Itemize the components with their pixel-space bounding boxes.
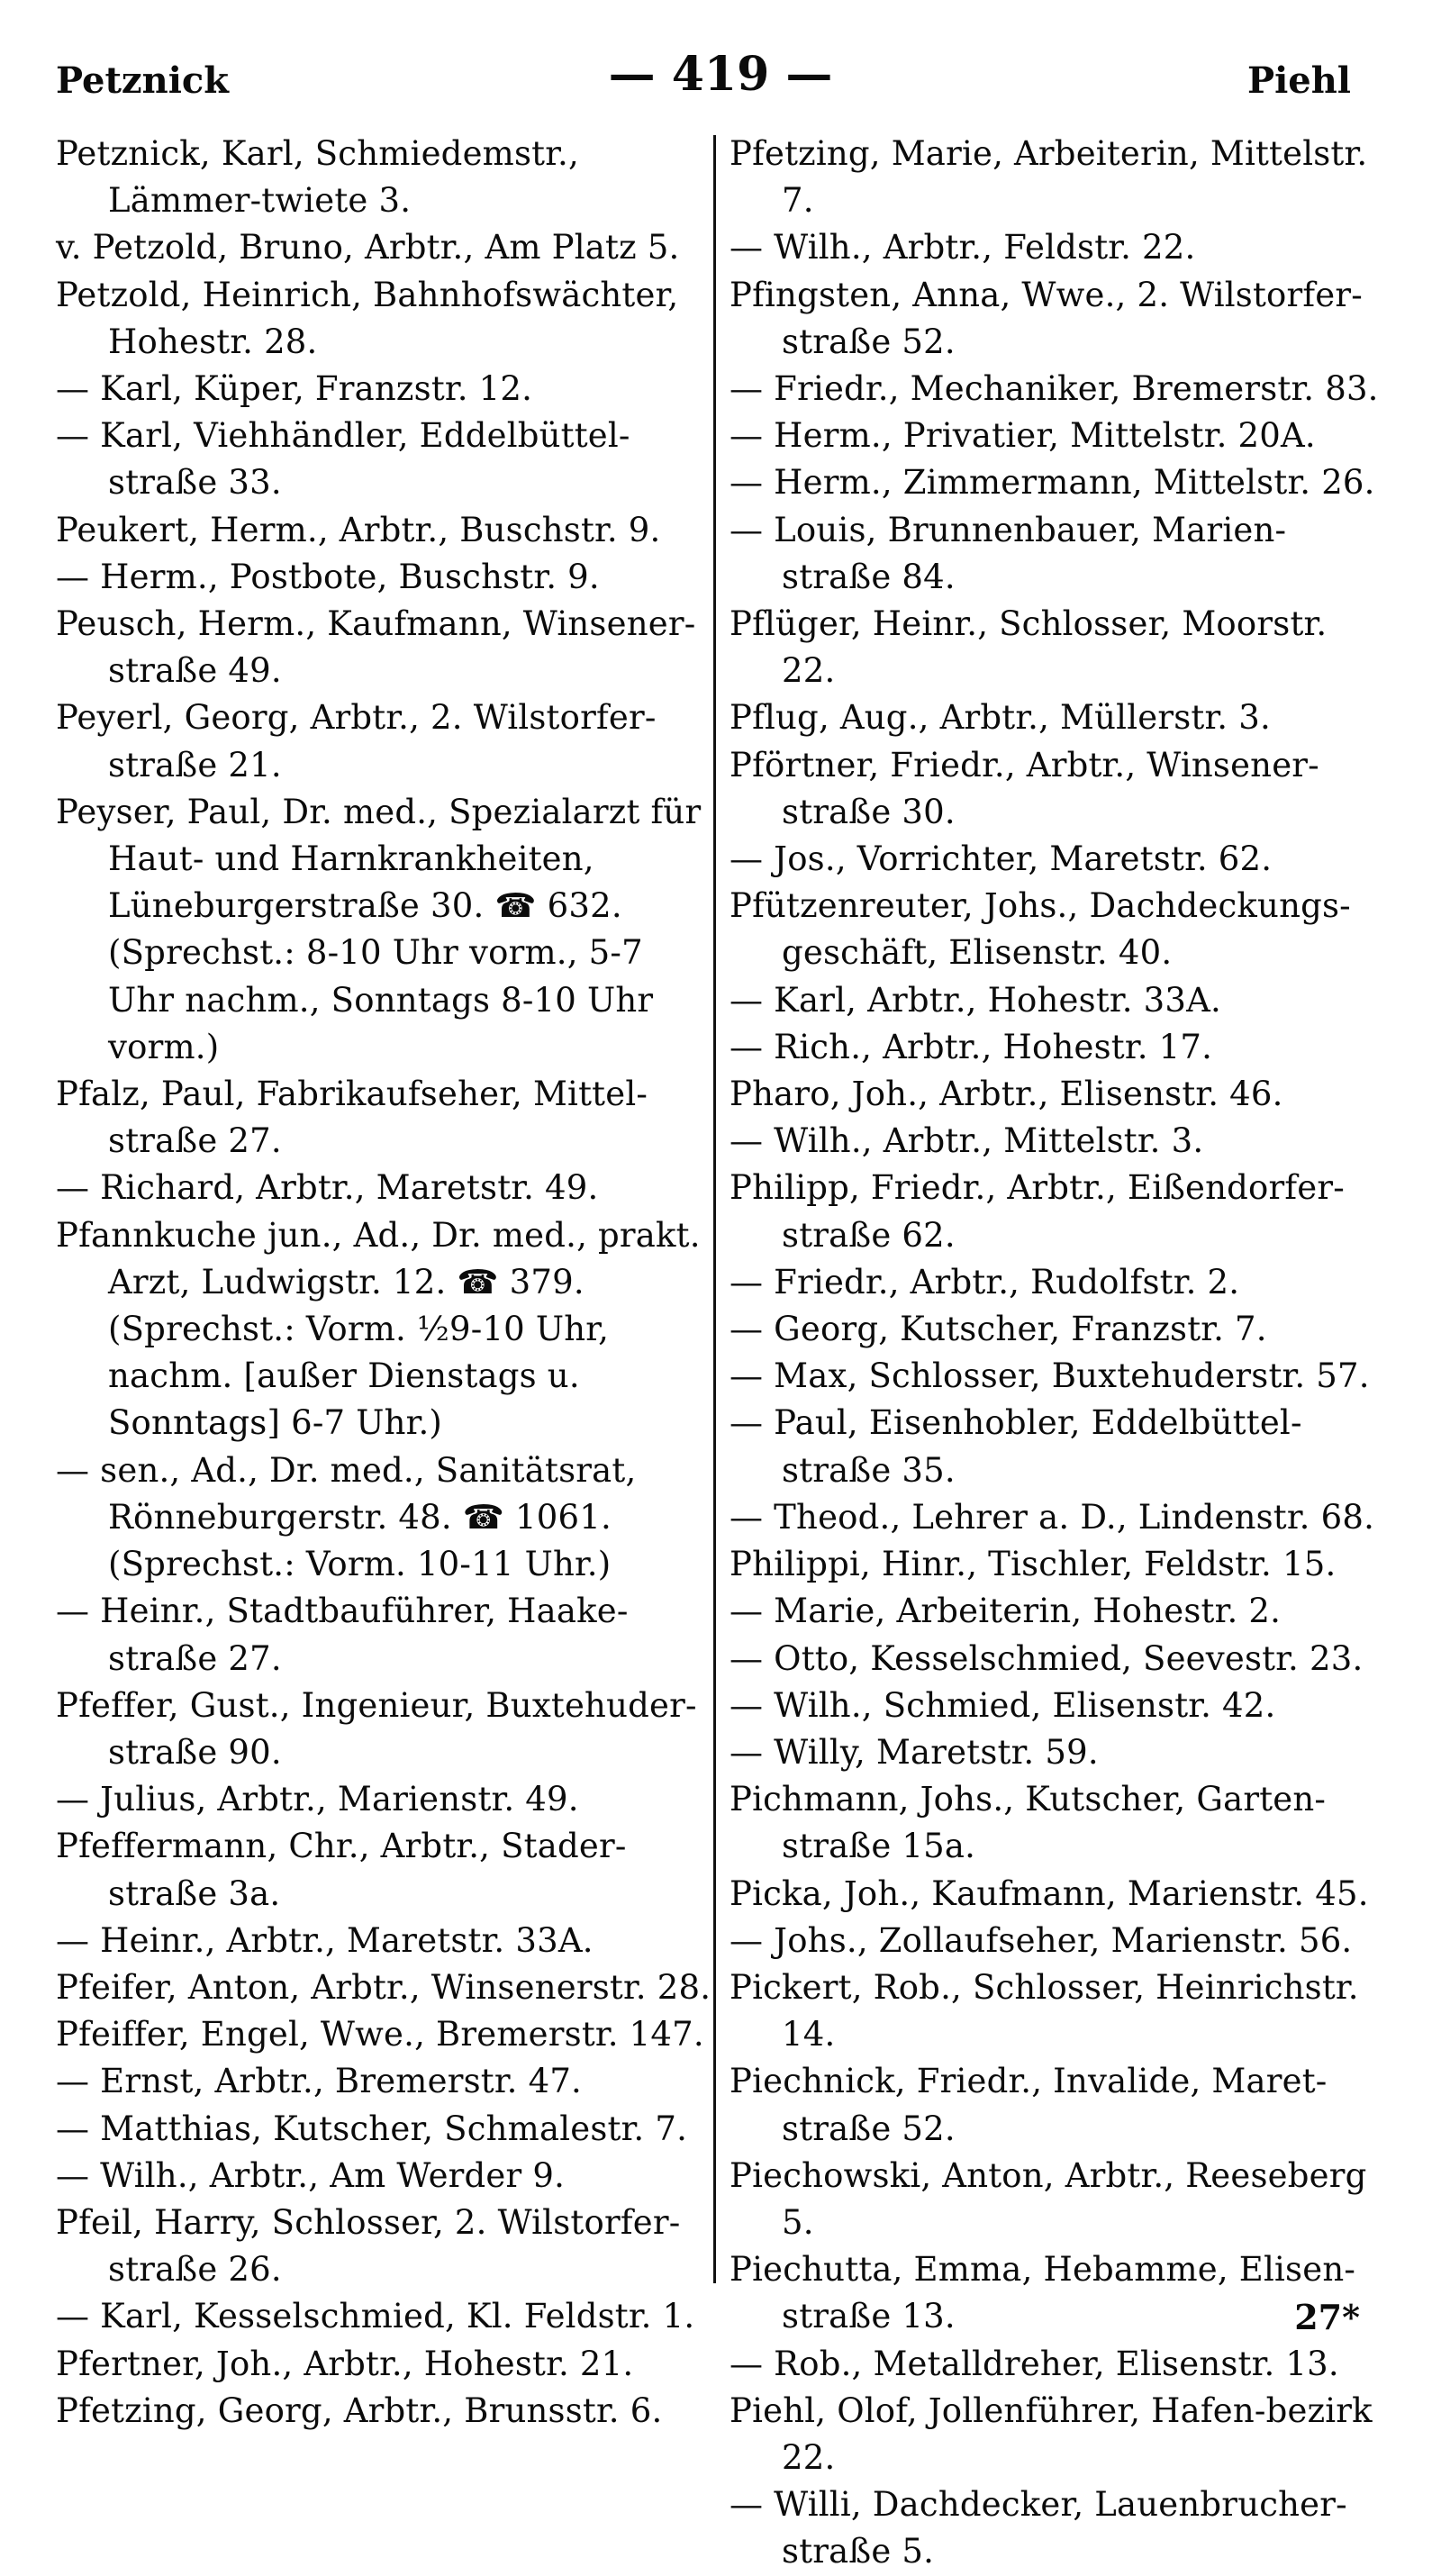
directory-entry: Peyerl, Georg, Arbtr., 2. Wilstorfer-straße 21. [56, 698, 657, 785]
directory-entry: Pfetzing, Marie, Arbeiterin, Mittelstr. 7. [730, 134, 1368, 221]
directory-entry: — Herm., Zimmermann, Mittelstr. 26. [730, 463, 1375, 503]
directory-entry: — Willy, Maretstr. 59. [730, 1732, 1099, 1772]
directory-entry: — Willi, Dachdecker, Lauenbrucher-straße 5. [730, 2485, 1347, 2571]
directory-entry: — Rob., Metalldreher, Elisenstr. 13. [730, 2344, 1339, 2383]
directory-entry: Pfertner, Joh., Arbtr., Hohestr. 21. [56, 2344, 634, 2383]
right-column [730, 131, 1387, 2576]
column-divider [713, 135, 716, 2283]
directory-entry: — Louis, Brunnenbauer, Marien-straße 84. [730, 510, 1287, 596]
directory-entry: — Georg, Kutscher, Franzstr. 7. [730, 1310, 1267, 1349]
directory-entry: Peusch, Herm., Kaufmann, Winsener-straße 49. [56, 604, 696, 691]
directory-entry: Pfalz, Paul, Fabrikaufseher, Mittel-straße 27. [56, 1075, 648, 1161]
directory-entry: — Karl, Viehhändler, Eddelbüttel-straße 33. [56, 416, 630, 503]
directory-entry: — Karl, Arbtr., Hohestr. 33A. [730, 980, 1222, 1020]
sheet-signature: 27* [1294, 2297, 1360, 2337]
page-header [0, 47, 1441, 110]
directory-entry: Petznick, Karl, Schmiedemstr., Lämmer-twiete 3. [56, 134, 579, 221]
directory-entry: — Heinr., Arbtr., Maretstr. 33A. [56, 1920, 594, 1960]
directory-entry: — Herm., Privatier, Mittelstr. 20A. [730, 416, 1316, 456]
directory-entry: Piechnick, Friedr., Invalide, Maret-straße 52. [730, 2062, 1328, 2148]
directory-entry: — Marie, Arbeiterin, Hohestr. 2. [730, 1592, 1282, 1631]
directory-entry: — Wilh., Arbtr., Am Werder 9. [56, 2155, 566, 2195]
directory-entry: Philippi, Hinr., Tischler, Feldstr. 15. [730, 1545, 1337, 1584]
directory-entry: Pichmann, Johs., Kutscher, Garten-straße 15a. [730, 1780, 1327, 1866]
directory-entry: Pfetzing, Georg, Arbtr., Brunsstr. 6. [56, 2390, 663, 2430]
directory-entry: Pharo, Joh., Arbtr., Elisenstr. 46. [730, 1075, 1283, 1114]
directory-entry: — sen., Ad., Dr. med., Sanitätsrat, Rönneburgerstr. 48. ☎ 1061. (Sprechst.: Vorm. 10-11 Uhr.) [56, 1450, 637, 1584]
directory-entry: — Otto, Kesselschmied, Seevestr. 23. [730, 1638, 1364, 1678]
directory-entry: Pfingsten, Anna, Wwe., 2. Wilstorfer-straße 52. [730, 275, 1363, 361]
directory-entry: — Friedr., Arbtr., Rudolfstr. 2. [730, 1262, 1240, 1302]
directory-entry: v. Petzold, Bruno, Arbtr., Am Platz 5. [56, 228, 680, 268]
directory-entry: — Ernst, Arbtr., Bremerstr. 47. [56, 2062, 583, 2101]
directory-entry: — Max, Schlosser, Buxtehuderstr. 57. [730, 1356, 1370, 1396]
directory-entry: — Wilh., Arbtr., Feldstr. 22. [730, 228, 1196, 268]
directory-entry: Piehl, Olof, Jollenführer, Hafen-bezirk 22. [730, 2390, 1373, 2477]
directory-entry: Pfützenreuter, Johs., Dachdeckungs-geschäft, Elisenstr. 40. [730, 886, 1351, 973]
directory-entry: — Karl, Kesselschmied, Kl. Feldstr. 1. [56, 2297, 695, 2336]
directory-entry: — Wilh., Schmied, Elisenstr. 42. [730, 1685, 1276, 1725]
directory-entry: Pfeifer, Anton, Arbtr., Winsenerstr. 28. [56, 1967, 711, 2007]
directory-entry: Pickert, Rob., Schlosser, Heinrichstr. 14. [730, 1967, 1359, 2054]
directory-entry: — Theod., Lehrer a. D., Lindenstr. 68. [730, 1497, 1375, 1537]
directory-entry: Petzold, Heinrich, Bahnhofswächter, Hohestr. 28. [56, 275, 679, 361]
directory-entry: — Friedr., Mechaniker, Bremerstr. 83. [730, 369, 1379, 409]
directory-entry: Pfeffermann, Chr., Arbtr., Stader-straße 3a. [56, 1827, 627, 1913]
directory-entry: Pflug, Aug., Arbtr., Müllerstr. 3. [730, 698, 1271, 738]
directory-entry: — Wilh., Arbtr., Mittelstr. 3. [730, 1121, 1204, 1161]
page-number: — 419 — [608, 47, 833, 102]
directory-entry: Pfeffer, Gust., Ingenieur, Buxtehuder-straße 90. [56, 1685, 697, 1772]
directory-entry: Peyser, Paul, Dr. med., Spezialarzt für Haut- und Harnkrankheiten, Lüneburgerstraße 30. ☎ 632. (Sprechst.: 8-10 Uhr vorm., 5-7 Uhr nachm., Sonntags 8-10 Uhr vorm.) [56, 792, 702, 1066]
directory-entry: Pflüger, Heinr., Schlosser, Moorstr. 22. [730, 604, 1328, 691]
directory-entry: — Matthias, Kutscher, Schmalestr. 7. [56, 2109, 688, 2148]
directory-entry: Philipp, Friedr., Arbtr., Eißendorfer-straße 62. [730, 1168, 1345, 1255]
directory-entry: Peukert, Herm., Arbtr., Buschstr. 9. [56, 510, 661, 549]
directory-entry: — Paul, Eisenhobler, Eddelbüttel-straße 35. [730, 1403, 1302, 1490]
left-column [56, 131, 713, 2435]
directory-entry: Pförtner, Friedr., Arbtr., Winsener-straße 30. [730, 745, 1319, 831]
running-head-right: Piehl [1247, 59, 1351, 102]
running-head-left: Petznick [56, 59, 229, 102]
directory-entry: Piechutta, Emma, Hebamme, Elisen-straße 13. [730, 2250, 1356, 2336]
directory-entry: — Richard, Arbtr., Maretstr. 49. [56, 1168, 599, 1208]
directory-entry: Pfannkuche jun., Ad., Dr. med., prakt. Arzt, Ludwigstr. 12. ☎ 379. (Sprechst.: Vorm. ½9-10 Uhr, nachm. [außer Dienstags u. Sonntags] 6-7 Uhr.) [56, 1215, 701, 1443]
directory-entry: Picka, Joh., Kaufmann, Marienstr. 45. [730, 1873, 1369, 1913]
directory-entry: Pfeiffer, Engel, Wwe., Bremerstr. 147. [56, 2015, 704, 2054]
directory-entry: — Heinr., Stadtbauführer, Haake-straße 27. [56, 1592, 629, 1678]
directory-entry: — Johs., Zollaufseher, Marienstr. 56. [730, 1920, 1353, 1960]
directory-entry: — Jos., Vorrichter, Maretstr. 62. [730, 839, 1273, 879]
directory-entry: Piechowski, Anton, Arbtr., Reeseberg 5. [730, 2155, 1367, 2242]
directory-entry: — Rich., Arbtr., Hohestr. 17. [730, 1027, 1213, 1066]
directory-entry: — Karl, Küper, Franzstr. 12. [56, 369, 533, 409]
directory-entry: — Herm., Postbote, Buschstr. 9. [56, 557, 600, 596]
directory-entry: Pfeil, Harry, Schlosser, 2. Wilstorfer-straße 26. [56, 2202, 681, 2290]
directory-entry: — Julius, Arbtr., Marienstr. 49. [56, 1780, 579, 1819]
